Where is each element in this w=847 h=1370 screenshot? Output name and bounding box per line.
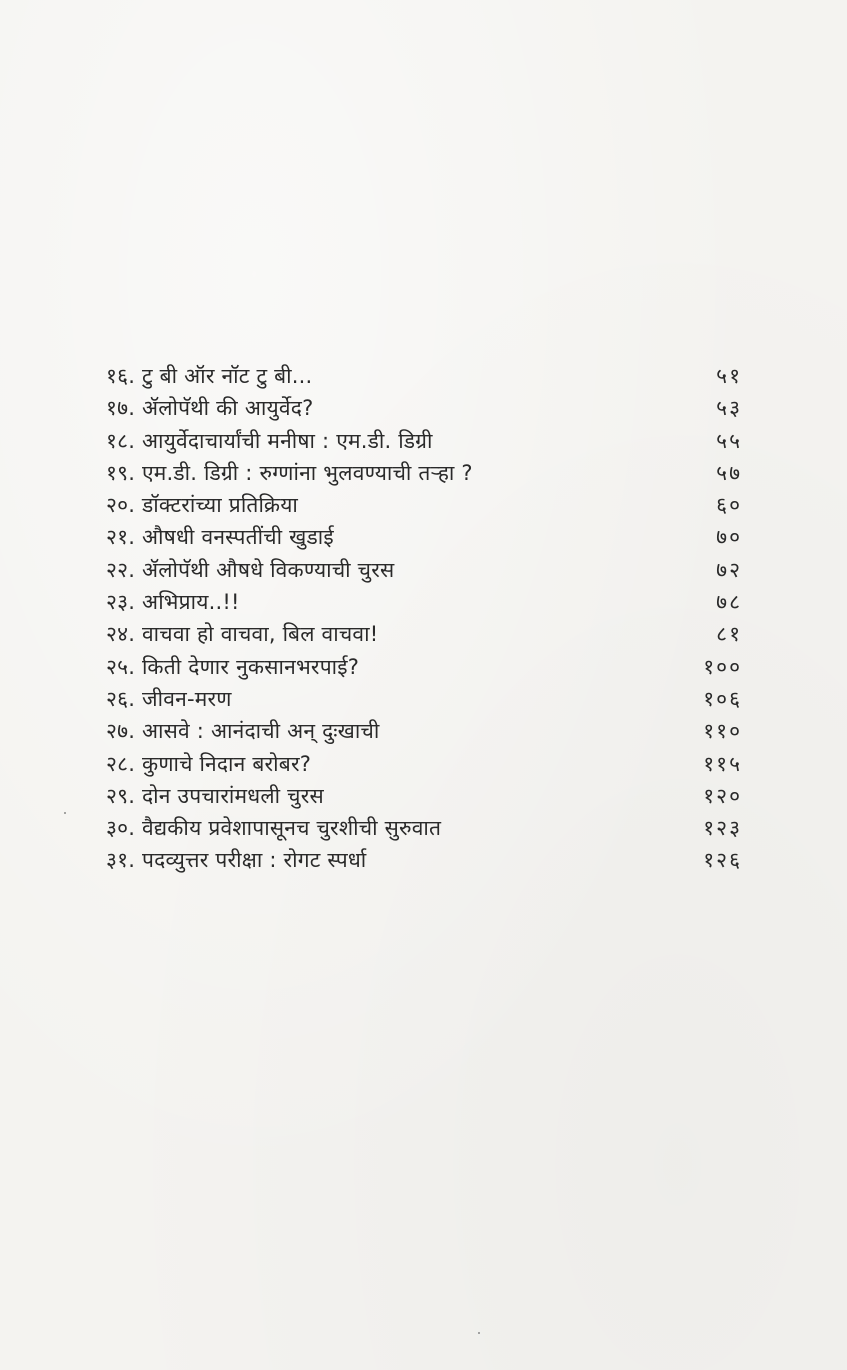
toc-entry-title: २२. ॲलोपॅथी औषधे विकण्याची चुरस [106, 557, 395, 582]
toc-entry-28 [106, 748, 742, 780]
toc-entry-27 [106, 715, 742, 747]
paper-speck [478, 1332, 480, 1334]
toc-entry-30 [106, 812, 742, 844]
toc-entry-16 [106, 360, 742, 392]
toc-entry-22 [106, 554, 742, 586]
toc-entry-page: ११५ [703, 751, 742, 776]
toc-entry-19 [106, 457, 742, 489]
paper-speck [64, 812, 66, 814]
toc-entry-title: १९. एम.डी. डिग्री : रुग्णांना भुलवण्याची तऱ्हा ? [106, 460, 473, 485]
toc-entry-page: ८१ [716, 622, 742, 647]
toc-entry-page: ७८ [716, 590, 742, 615]
toc-entry-31 [106, 844, 742, 876]
toc-entry-title: २७. आसवे : आनंदाची अन् दुःखाची [106, 719, 380, 744]
toc-entry-page: ५७ [716, 460, 742, 485]
toc-entry-page: ११० [703, 719, 742, 744]
toc-entry-page: ५१ [716, 364, 742, 388]
toc-entry-title: २३. अभिप्राय..!! [106, 590, 240, 615]
toc-entry-page: १२३ [703, 816, 742, 841]
toc-entry-page: ७२ [716, 557, 742, 582]
toc-entry-17 [106, 392, 742, 424]
toc-entry-20 [106, 489, 742, 521]
toc-entry-title: २६. जीवन-मरण [106, 686, 232, 711]
toc-entry-23 [106, 586, 742, 618]
toc-entry-title: २५. किती देणार नुकसानभरपाई? [106, 654, 360, 679]
toc-entry-title: २४. वाचवा हो वाचवा, बिल वाचवा! [106, 622, 379, 647]
toc-entry-page: ५३ [716, 396, 742, 421]
toc-entry-page: १०० [703, 654, 742, 679]
toc-entry-page: १०६ [703, 686, 742, 711]
toc-entry-title: २०. डॉक्टरांच्या प्रतिक्रिया [106, 493, 299, 518]
toc-entry-title: २९. दोन उपचारांमधली चुरस [106, 783, 324, 808]
toc-entry-page: ५५ [716, 428, 742, 453]
toc-entry-26 [106, 683, 742, 715]
toc-entry-title: ३०. वैद्यकीय प्रवेशापासूनच चुरशीची सुरुवात [106, 816, 442, 841]
toc-entry-title: २१. औषधी वनस्पतींची खुडाई [106, 525, 334, 550]
toc-entry-title: १७. ॲलोपॅथी की आयुर्वेद? [106, 396, 314, 421]
toc-entry-page: ६० [716, 493, 742, 518]
toc-entry-page: १२६ [703, 848, 742, 873]
toc-entry-page: ७० [716, 525, 742, 550]
toc-entry-24 [106, 618, 742, 650]
toc-entry-title: १६. टु बी ऑर नॉट टु बी... [106, 364, 313, 388]
toc-entry-29 [106, 780, 742, 812]
toc-entry-page: १२० [703, 783, 742, 808]
table-of-contents [106, 360, 742, 877]
toc-entry-title: २८. कुणाचे निदान बरोबर? [106, 751, 312, 776]
toc-entry-title: १८. आयुर्वेदाचार्यांची मनीषा : एम.डी. डिग्री [106, 428, 433, 453]
toc-entry-25 [106, 651, 742, 683]
toc-entry-21 [106, 521, 742, 553]
toc-entry-18 [106, 425, 742, 457]
toc-entry-title: ३१. पदव्युत्तर परीक्षा : रोगट स्पर्धा [106, 848, 367, 873]
